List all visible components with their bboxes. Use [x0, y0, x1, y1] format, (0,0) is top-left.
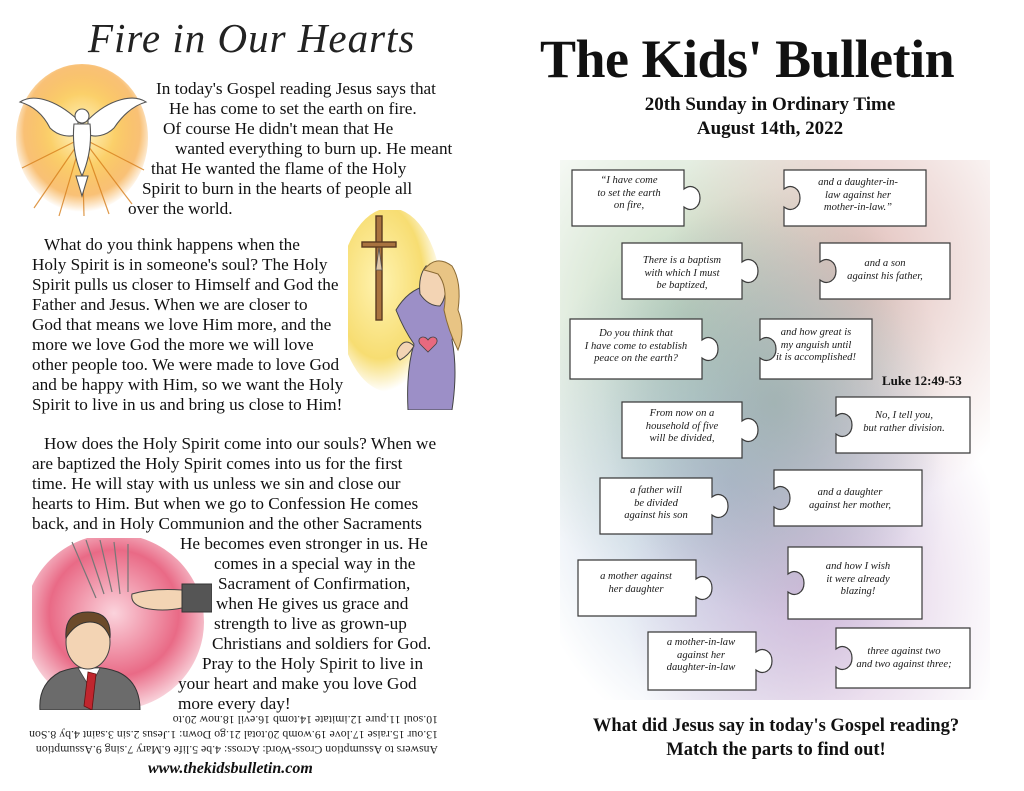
puzzle-piece[interactable] — [774, 470, 922, 526]
answers-line: 13.our 15.raise 17.love 19.womb 20.total 21.go Down: 1.Jesus 2.sin 3.saint 4.by 8.Son — [29, 728, 438, 742]
paragraph-line: He becomes even stronger in us. He — [180, 534, 428, 553]
paragraph-line: are baptized the Holy Spirit comes into us for the first — [32, 454, 403, 473]
puzzle-piece[interactable] — [622, 243, 742, 299]
paragraph-line: Spirit to burn in the hearts of people all — [142, 179, 413, 198]
answers-line: Answers to Assumption Cross-Word: Across: 4.be 5.life 6.Mary 7.sing 9.Assumption — [35, 743, 438, 757]
paragraph-line: more every day! — [178, 694, 291, 713]
praying-girl-illustration — [348, 210, 476, 410]
puzzle-piece[interactable] — [836, 397, 970, 453]
puzzle-piece[interactable] — [600, 478, 712, 534]
puzzle-piece[interactable] — [836, 628, 970, 688]
paragraph-line: Sacrament of Confirmation, — [218, 574, 411, 593]
paragraph-line: more we love God the more we will love — [32, 335, 314, 354]
paragraph-line: over the world. — [128, 199, 233, 218]
puzzle-piece-text: and how I wish it were already blazing! — [825, 561, 891, 598]
puzzle-piece[interactable] — [820, 243, 950, 299]
puzzle-piece[interactable] — [648, 632, 756, 690]
puzzle-piece[interactable] — [784, 170, 926, 226]
puzzle-piece-text: a mother against her daughter — [600, 571, 672, 595]
puzzle-piece-text: a father will be divided against his son — [624, 485, 688, 522]
question-line-2: Match the parts to find out! — [666, 740, 886, 760]
paragraph-line: and be happy with Him, so we want the Holy — [32, 375, 344, 394]
bulletin-title: The Kids' Bulletin — [540, 29, 955, 89]
paragraph-line: strength to live as grown-up — [214, 614, 407, 633]
scripture-reference: Luke 12:49-53 — [882, 373, 962, 388]
paragraph-line: Pray to the Holy Spirit to live in — [202, 654, 424, 673]
puzzle-piece-text: three against two and two against three; — [856, 646, 952, 670]
puzzle-piece[interactable] — [788, 547, 922, 619]
paragraph-line: comes in a special way in the — [214, 554, 416, 573]
article-title: Fire in Our Hearts — [88, 15, 416, 61]
holy-spirit-dove-illustration — [14, 58, 154, 218]
paragraph-line: Spirit pulls us closer to Himself and God the — [32, 275, 339, 294]
paragraph-line: God that means we love Him more, and the — [32, 315, 332, 334]
puzzle-piece-text: No, I tell you, but rather division. — [863, 410, 945, 434]
answers-line: 10.soul 11.pure 12.imitate 14.tomb 16.evil 18.now 20.to — [172, 713, 438, 727]
crossword-answers — [18, 712, 438, 757]
puzzle-piece-text: and a daughter-in- law against her mother-in-law.” — [818, 177, 898, 214]
paragraph-line: Christians and soldiers for God. — [212, 634, 432, 653]
puzzle-piece-text: Do you think that I have come to establish peace on the earth? — [584, 328, 688, 365]
paragraph-line: Of course He didn't mean that He — [163, 119, 394, 138]
paragraph-line: hearts to Him. But when we go to Confession He comes — [32, 494, 419, 513]
paragraph-line: wanted everything to burn up. He meant — [175, 139, 453, 158]
paragraph-line: Holy Spirit is in someone's soul? The Holy — [32, 255, 328, 274]
paragraph-line: your heart and make you love God — [178, 674, 417, 693]
puzzle-piece-text: “I have come to set the earth on fire, — [597, 175, 661, 212]
occasion-subtitle: 20th Sunday in Ordinary Time — [644, 94, 896, 115]
paragraph-line: when He gives us grace and — [216, 594, 409, 613]
puzzle-piece-text: a mother-in-law against her daughter-in-law — [666, 637, 736, 674]
paragraph-line: that He wanted the flame of the Holy — [151, 159, 407, 178]
puzzle-piece-text: There is a baptism with which I must be baptized, — [642, 255, 722, 292]
puzzle-piece[interactable] — [570, 319, 702, 379]
paragraph-line: Father and Jesus. When we are closer to — [32, 295, 308, 314]
paragraph-line: back, and in Holy Communion and the other Sacraments — [32, 514, 422, 533]
puzzle-piece-text: and a son against his father, — [847, 258, 923, 282]
puzzle-piece[interactable] — [622, 402, 742, 458]
paragraph-line: He has come to set the earth on fire. — [169, 99, 417, 118]
puzzle-piece[interactable] — [760, 319, 872, 379]
puzzle-piece-text: From now on a household of five will be divided, — [645, 408, 719, 445]
paragraph-line: Spirit to live in us and bring us close to Him! — [32, 395, 343, 414]
paragraph-line: In today's Gospel reading Jesus says that — [156, 79, 436, 98]
paragraph-line: What do you think happens when the — [44, 235, 300, 254]
puzzle-piece[interactable] — [572, 170, 684, 226]
puzzle-piece[interactable] — [578, 560, 696, 616]
puzzle-piece-text: and how great is my anguish until it is accomplished! — [775, 327, 857, 364]
puzzle-piece-text: and a daughter against her mother, — [808, 487, 892, 511]
confirmation-illustration — [32, 538, 212, 710]
paragraph-line: How does the Holy Spirit come into our souls? When we — [44, 434, 437, 453]
paragraph-line: other people too. We were made to love God — [32, 355, 340, 374]
paragraph-line: time. He will stay with us unless we sin and close our — [32, 474, 401, 493]
date-subtitle: August 14th, 2022 — [696, 118, 844, 139]
website-link[interactable]: www.thekidsbulletin.com — [148, 760, 313, 777]
question-line-1: What did Jesus say in today's Gospel reading? — [592, 716, 960, 736]
